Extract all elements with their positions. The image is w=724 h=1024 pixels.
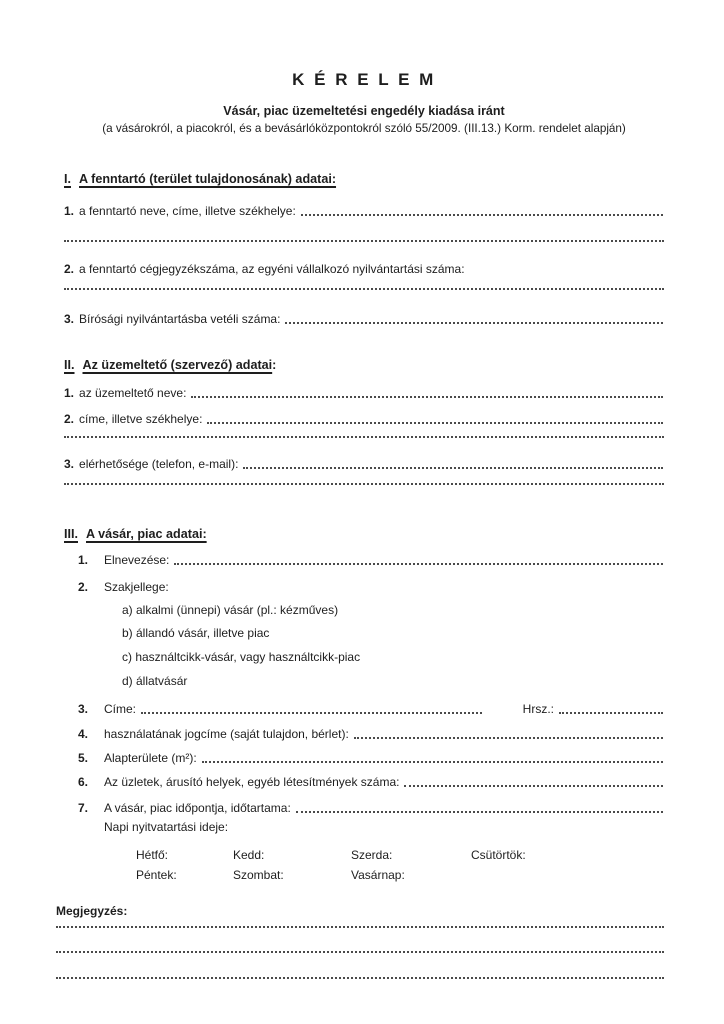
day-pentek: Péntek:	[136, 868, 177, 882]
day-vasarnap: Vasárnap:	[351, 868, 405, 882]
option-hasznaltcikk: c) használtcikk-vásár, vagy használtcikk-piac	[122, 650, 361, 664]
day-csutortok: Csütörtök:	[471, 848, 526, 862]
item-number: 7.	[78, 801, 89, 815]
field-label: Szakjellege:	[104, 580, 169, 594]
field-label: elérhetősége (telefon, e-mail):	[79, 457, 239, 471]
section-heading-text: A vásár, piac adatai:	[86, 527, 207, 541]
page-title: K É R E L E M	[292, 70, 436, 89]
notes-fill-line	[56, 951, 664, 953]
fill-line	[559, 712, 663, 714]
item-number: 1.	[64, 386, 75, 400]
item-number: 5.	[78, 751, 89, 765]
opening-hours-grid	[136, 848, 664, 883]
field-label: Az üzletek, árusító helyek, egyéb létesítmények száma:	[104, 775, 400, 789]
field-fenntarto-neve-cime-szekhelye	[64, 204, 664, 219]
field-label: címe, illetve székhelye:	[79, 412, 203, 426]
item-number: 1.	[78, 553, 89, 567]
section-heading-text: A fenntartó (terület tulajdonosának) adatai:	[79, 172, 337, 186]
section-vasar-piac	[64, 527, 664, 883]
field-label: a fenntartó cégjegyzékszáma, az egyéni vállalkozó nyilvántartási száma:	[79, 262, 465, 276]
section-number: II.	[64, 358, 75, 372]
day-kedd: Kedd:	[233, 848, 265, 862]
field-alapterulet	[64, 751, 664, 766]
fill-line	[301, 214, 663, 216]
field-label: A vásár, piac időpontja, időtartama:	[104, 801, 291, 815]
item-number: 2.	[78, 580, 89, 594]
section-number: I.	[64, 172, 71, 186]
field-label: Alapterülete (m²):	[104, 751, 197, 765]
section-iii-heading	[64, 527, 664, 542]
fill-line	[207, 422, 663, 424]
fill-line-continuation	[64, 436, 664, 438]
item-number: 2.	[64, 262, 75, 276]
field-cegjegyzekszam	[64, 262, 664, 277]
section-uzemelteto	[64, 358, 664, 485]
field-uzemelteto-cime	[64, 412, 664, 427]
section-ii-heading	[64, 358, 664, 373]
item-number: 6.	[78, 775, 89, 789]
fill-line-continuation	[64, 240, 664, 242]
fill-line	[174, 563, 663, 565]
field-label: használatának jogcíme (saját tulajdon, bérlet):	[104, 727, 349, 741]
fill-line	[296, 811, 663, 813]
fill-line	[141, 712, 482, 714]
item-number: 1.	[64, 204, 75, 218]
field-elerhetoseg	[64, 457, 664, 472]
section-fenntarto	[64, 172, 664, 327]
fill-line	[191, 396, 663, 398]
day-szombat: Szombat:	[233, 868, 284, 882]
field-label: a fenntartó neve, címe, illetve székhelye:	[79, 204, 296, 218]
option-allatvasar: d) állatvásár	[122, 674, 188, 688]
field-szakjelleg	[64, 580, 664, 595]
fill-line	[285, 322, 663, 324]
field-uzemelteto-neve	[64, 386, 664, 401]
section-number: III.	[64, 527, 78, 541]
field-letesitmenyek-szama	[64, 775, 664, 790]
notes-label: Megjegyzés:	[56, 904, 128, 918]
option-alkalmi-vasar: a) alkalmi (ünnepi) vásár (pl.: kézműves)	[122, 603, 339, 617]
field-cim-hrsz	[64, 702, 664, 717]
field-birosagi-nyilvantartas	[64, 312, 664, 327]
fill-line	[243, 467, 663, 469]
item-number: 3.	[64, 312, 75, 326]
item-number: 4.	[78, 727, 89, 741]
field-label: Címe:	[104, 702, 137, 716]
fill-line-continuation	[64, 288, 664, 290]
day-hetfo: Hétfő:	[136, 848, 169, 862]
field-idopont-idotartam	[64, 801, 664, 816]
day-szerda: Szerda:	[351, 848, 393, 862]
field-label: Bírósági nyilvántartásba vetéli száma:	[79, 312, 281, 326]
section-i-heading	[64, 172, 664, 187]
form-subject: Vásár, piac üzemeltetési engedély kiadása iránt	[223, 104, 505, 118]
field-label-hrsz: Hrsz.:	[522, 702, 554, 716]
field-label: az üzemeltető neve:	[79, 386, 187, 400]
field-label: Elnevezése:	[104, 553, 170, 567]
item-number: 3.	[78, 702, 89, 716]
fill-line	[404, 785, 663, 787]
label-napi-nyitvatartas: Napi nyitvatartási ideje:	[104, 820, 229, 834]
fill-line	[354, 737, 663, 739]
field-elnevezes	[64, 553, 664, 568]
item-number: 2.	[64, 412, 75, 426]
notes-fill-line	[56, 926, 664, 928]
heading-colon: :	[272, 358, 277, 372]
option-allando-vasar: b) állandó vásár, illetve piac	[122, 626, 270, 640]
notes-section	[56, 904, 664, 979]
fill-line-continuation	[64, 483, 664, 485]
notes-fill-line	[56, 977, 664, 979]
section-heading-text: Az üzemeltető (szervező) adatai	[82, 358, 273, 372]
fill-line	[202, 761, 663, 763]
item-number: 3.	[64, 457, 75, 471]
legal-reference: (a vásárokról, a piacokról, és a bevásárlóközpontokról szóló 55/2009. (III.13.) Korm. rendelet alapján)	[102, 122, 626, 135]
field-jogcim	[64, 727, 664, 742]
